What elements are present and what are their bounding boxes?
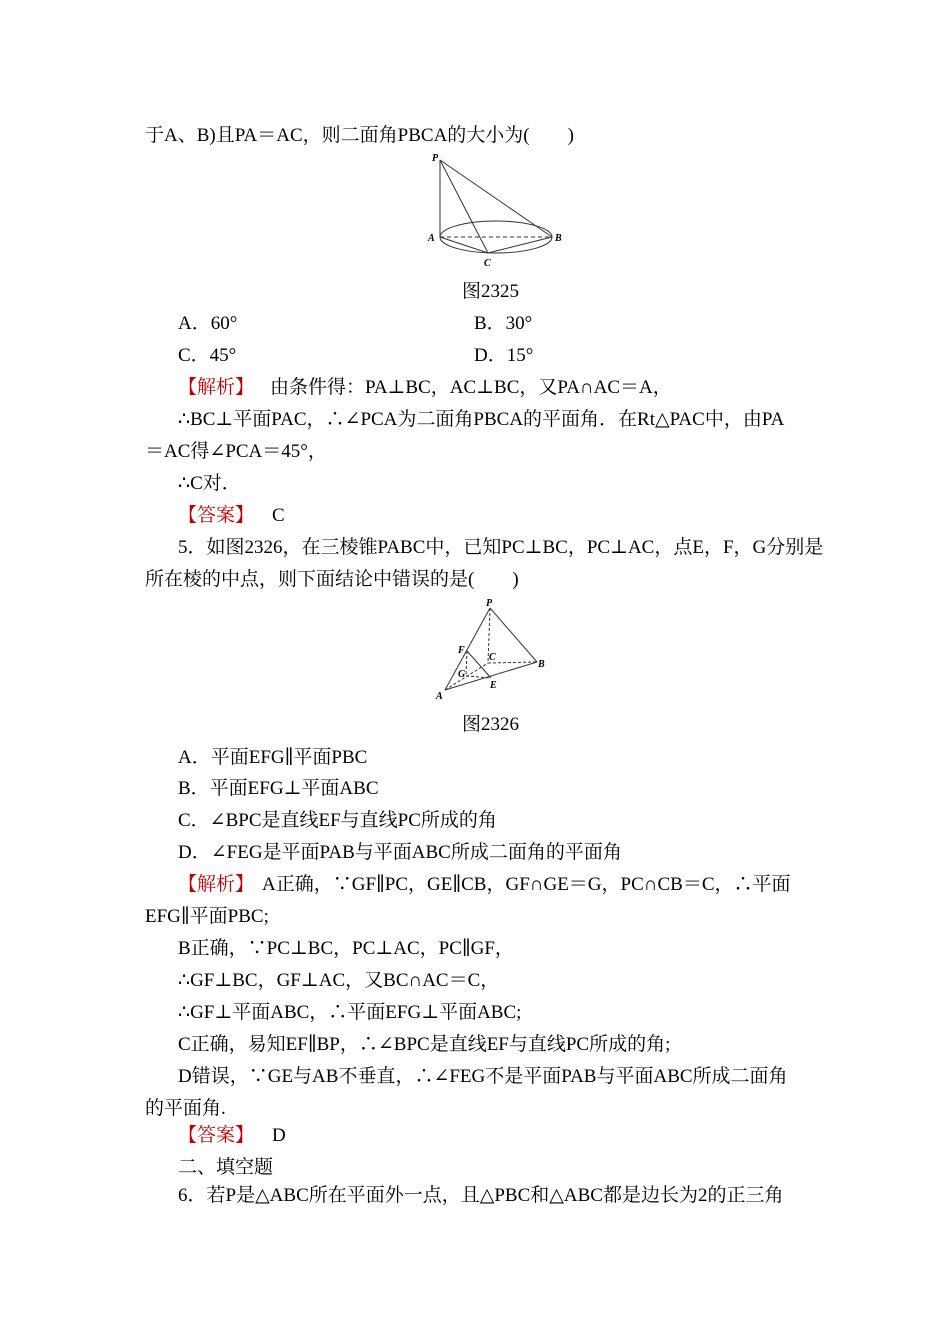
q5-stem-line: 所在棱的中点，则下面结论中错误的是( )	[145, 569, 519, 590]
q5-stem-line: 5．如图2326，在三棱锥PABC中，已知PC⊥BC，PC⊥AC，点E，F，G分别是	[178, 537, 824, 558]
label-f: F	[458, 645, 465, 656]
q5-analysis-line: ∴GF⊥平面ABC，∴平面EFG⊥平面ABC;	[178, 1002, 522, 1023]
label-b: B	[555, 233, 562, 244]
q4-option-d: D．15°	[474, 345, 534, 366]
label-c: C	[489, 652, 496, 663]
q6-stem: 6．若P是△ABC所在平面外一点，且△PBC和△ABC都是边长为2的正三角	[178, 1185, 784, 1206]
figure-2325	[422, 150, 562, 272]
q4-analysis-tag: 【解析】	[178, 377, 255, 398]
edge-fg	[466, 651, 467, 676]
q4-analysis-line: 由条件得：PA⊥BC，AC⊥BC，又PA∩AC＝A，	[270, 377, 672, 398]
label-a: A	[428, 233, 435, 244]
section-title: 二、填空题	[178, 1157, 274, 1178]
q5-analysis-line: B正确，∵PC⊥BC，PC⊥AC，PC∥GF，	[178, 938, 514, 959]
q5-analysis-line: EFG∥平面PBC;	[145, 906, 269, 927]
q4-answer-tag: 【答案】	[178, 505, 255, 526]
figure-2326-caption: 图2326	[462, 714, 520, 735]
q4-stem-tail: 于A、B)且PA＝AC，则二面角PBCA的大小为( )	[145, 125, 574, 146]
q4-analysis-line: ∴BC⊥平面PAC，∴∠PCA为二面角PBCA的平面角．在Rt△PAC中，由PA	[178, 409, 785, 430]
label-c: C	[484, 258, 491, 269]
q4-answer: C	[272, 505, 285, 526]
q5-option-b: B．平面EFG⊥平面ABC	[178, 778, 379, 799]
label-b: B	[538, 659, 545, 670]
q5-analysis-line: A正确，∵GF∥PC，GE∥CB，GF∩GE＝G，PC∩CB＝C，∴平面	[262, 874, 791, 895]
label-p: P	[486, 598, 493, 609]
q5-analysis-tag: 【解析】	[178, 874, 255, 895]
q5-analysis-line: D错误，∵GE与AB不垂直，∴∠FEG不是平面PAB与平面ABC所成二面角	[178, 1066, 788, 1087]
q5-option-c: C．∠BPC是直线EF与直线PC所成的角	[178, 810, 497, 831]
q4-option-a: A．60°	[178, 313, 238, 334]
figure-2326	[432, 596, 556, 704]
q5-answer-tag: 【答案】	[178, 1125, 255, 1146]
edge-bc	[488, 237, 552, 253]
q5-answer: D	[272, 1125, 286, 1146]
figure-2325-caption: 图2325	[462, 281, 520, 302]
q5-analysis-line: ∴GF⊥BC，GF⊥AC，又BC∩AC＝C，	[178, 970, 500, 991]
label-g: G	[458, 669, 466, 680]
q5-option-d: D．∠FEG是平面PAB与平面ABC所成二面角的平面角	[178, 842, 622, 863]
q4-analysis-line: ＝AC得∠PCA＝45°，	[145, 441, 327, 462]
label-p: P	[432, 153, 439, 164]
q4-analysis-line: ∴C对．	[178, 473, 241, 494]
q5-analysis-line: C正确，易知EF∥BP，∴∠BPC是直线EF与直线PC所成的角;	[178, 1034, 671, 1055]
q4-option-b: B．30°	[474, 313, 533, 334]
label-e: E	[490, 680, 497, 691]
edge-pb	[490, 608, 537, 662]
q4-option-c: C．45°	[178, 345, 237, 366]
q5-option-a: A．平面EFG∥平面PBC	[178, 747, 368, 768]
label-a: A	[436, 691, 443, 702]
q5-analysis-line: 的平面角.	[145, 1098, 226, 1119]
